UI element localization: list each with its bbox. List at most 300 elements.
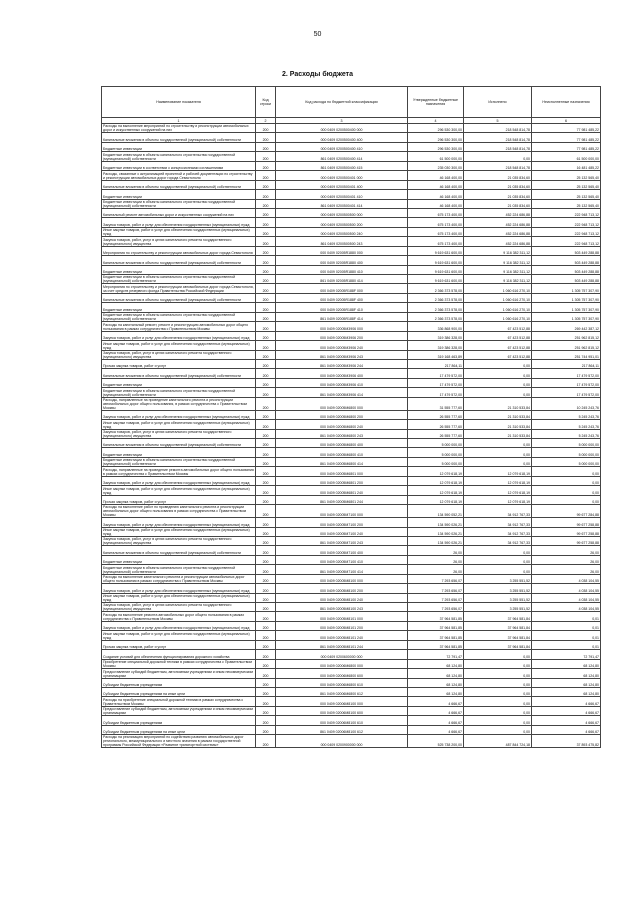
executed-amount-cell: 34 912 767,33 [464, 505, 532, 518]
table-row [102, 527, 601, 536]
executed-amount-cell: 9 116 382 311,12 [464, 256, 532, 265]
column-number: 2 [256, 118, 276, 124]
table-row [102, 378, 601, 387]
line-code-cell: 200 [256, 725, 276, 734]
classification-code-cell: 861 0409 02005M8101 244 [276, 640, 408, 649]
executed-amount-cell: 34 912 767,33 [464, 536, 532, 545]
line-code-cell: 200 [256, 378, 276, 387]
line-code-cell: 200 [256, 574, 276, 583]
executed-amount-cell: 37 964 581,84 [464, 612, 532, 621]
approved-amount-cell: 675 173 400,00 [408, 218, 464, 227]
indicator-name-cell: Закупка товаров, работ и услуг для обеспечения государственных (муниципальных) нужд [102, 410, 256, 419]
table-row [102, 410, 601, 419]
approved-amount-cell: 26,00 [408, 555, 464, 564]
unexecuted-amount-cell: 503 449 288,88 [532, 256, 601, 265]
unexecuted-amount-cell: 77 981 485,22 [532, 142, 601, 151]
approved-amount-cell: 17 479 572,00 [408, 378, 464, 387]
approved-amount-cell: 26 555 777,60 [408, 429, 464, 438]
executed-amount-cell: 37 964 581,84 [464, 621, 532, 630]
unexecuted-amount-cell: 4 666,67 [532, 725, 601, 734]
line-code-cell: 200 [256, 190, 276, 199]
classification-code-cell: 000 0409 02005M6801 000 [276, 467, 408, 476]
unexecuted-amount-cell: 4 038 104,55 [532, 593, 601, 602]
table-row [102, 133, 601, 142]
unexecuted-amount-cell: 1 305 757 307,90 [532, 312, 601, 321]
classification-code-cell: 000 0409 02005R188F 410 [276, 303, 408, 312]
classification-code-cell: 000 0409 02005R188F 400 [276, 293, 408, 302]
indicator-name-cell: Приобретение специальной дорожной техники в рамках сотрудничества с Правительством Москвы [102, 659, 256, 668]
unexecuted-amount-cell: 222 948 713,12 [532, 218, 601, 227]
table-header-row [102, 87, 601, 118]
line-code-cell: 200 [256, 555, 276, 564]
approved-amount-cell: 4 666,67 [408, 725, 464, 734]
approved-amount-cell: 4 666,67 [408, 697, 464, 706]
table-row [102, 265, 601, 274]
indicator-name-cell: Бюджетные инвестиции в соответствии с концессионными соглашениями [102, 161, 256, 170]
unexecuted-amount-cell: 99 677 284,88 [532, 505, 601, 518]
line-code-cell: 200 [256, 640, 276, 649]
unexecuted-amount-cell: 5 245 243,76 [532, 410, 601, 419]
executed-amount-cell: 0,00 [464, 555, 532, 564]
unexecuted-amount-cell: 222 948 713,12 [532, 208, 601, 217]
table-row [102, 208, 601, 217]
indicator-name-cell: Бюджетные инвестиции [102, 378, 256, 387]
table-row [102, 322, 601, 331]
table-row [102, 669, 601, 678]
line-code-cell: 200 [256, 527, 276, 536]
table-row [102, 697, 601, 706]
classification-code-cell: 000 0409 02005M6800 410 [276, 448, 408, 457]
indicator-name-cell: Бюджетные инвестиции [102, 303, 256, 312]
classification-code-cell: 000 0409 02005M8101 200 [276, 621, 408, 630]
indicator-name-cell: Мероприятия по строительству и реконструкции автомобильных дорог города Севастополя [102, 246, 256, 255]
executed-amount-cell: 67 423 512,88 [464, 322, 532, 331]
approved-amount-cell: 675 173 400,00 [408, 237, 464, 246]
line-code-cell: 200 [256, 486, 276, 495]
indicator-name-cell: Бюджетные инвестиции в объекты капитального строительства государственной (муниципальной) собственности [102, 275, 256, 284]
table-row [102, 565, 601, 574]
approved-amount-cell: 5 000 000,00 [408, 439, 464, 448]
unexecuted-amount-cell: 4 666,67 [532, 706, 601, 715]
table-row [102, 678, 601, 687]
classification-code-cell: 000 0409 02005M3906 400 [276, 369, 408, 378]
unexecuted-amount-cell: 0,00 [532, 495, 601, 504]
classification-code-cell: 000 0409 02005M3906 240 [276, 341, 408, 350]
unexecuted-amount-cell: 5 000 000,00 [532, 439, 601, 448]
classification-code-cell: 861 0409 02006M8100 612 [276, 725, 408, 734]
indicator-name-cell: Капитальный ремонт автомобильных дорог и искусственных сооружений на них [102, 208, 256, 217]
classification-code-cell: 000 0409 02005M6800 400 [276, 439, 408, 448]
unexecuted-amount-cell: 251 962 815,12 [532, 331, 601, 340]
executed-amount-cell: 0,00 [464, 678, 532, 687]
executed-amount-cell: 1 060 616 270,10 [464, 303, 532, 312]
indicator-name-cell: Бюджетные инвестиции [102, 142, 256, 151]
classification-code-cell: 000 0409 02005M8100 240 [276, 593, 408, 602]
classification-code-cell: 000 0409 02006M8100 610 [276, 716, 408, 725]
unexecuted-amount-cell: 503 449 288,88 [532, 246, 601, 255]
classification-code-cell: 861 0409 02005M3906 243 [276, 350, 408, 359]
unexecuted-amount-cell: 5 245 243,76 [532, 420, 601, 429]
unexecuted-amount-cell: 222 948 713,12 [532, 237, 601, 246]
unexecuted-amount-cell: 68 124,80 [532, 687, 601, 696]
unexecuted-amount-cell: 68 124,80 [532, 669, 601, 678]
executed-amount-cell: 0,00 [464, 697, 532, 706]
line-code-cell: 200 [256, 341, 276, 350]
classification-code-cell: 000 0409 02005M3906 200 [276, 331, 408, 340]
column-number: 1 [102, 118, 256, 124]
executed-amount-cell: 3 255 551,52 [464, 603, 532, 612]
indicator-name-cell: Бюджетные инвестиции в объекты капитального строительства государственной (муниципальной) собственности [102, 388, 256, 397]
table-row [102, 293, 601, 302]
classification-code-cell: 000 0409 02005M6800 240 [276, 420, 408, 429]
approved-amount-cell: 7 293 656,07 [408, 584, 464, 593]
header-cell: Неисполненные назначения [532, 87, 601, 118]
executed-amount-cell: 12 079 618,19 [464, 486, 532, 495]
table-row [102, 448, 601, 457]
classification-code-cell: 000 0409 02005M8100 200 [276, 584, 408, 593]
executed-amount-cell: 218 548 814,78 [464, 142, 532, 151]
line-code-cell: 200 [256, 388, 276, 397]
approved-amount-cell: 7 293 656,07 [408, 593, 464, 602]
indicator-name-cell: Закупка товаров, работ, услуг в целях капитального ремонта государственного (муниципального) имущества [102, 350, 256, 359]
unexecuted-amount-cell: 77 981 485,22 [532, 124, 601, 133]
unexecuted-amount-cell: 5 245 243,76 [532, 429, 601, 438]
approved-amount-cell: 4 666,67 [408, 706, 464, 715]
approved-amount-cell: 37 964 581,85 [408, 640, 464, 649]
classification-code-cell: 861 0409 02005M3906 244 [276, 359, 408, 368]
classification-code-cell: 861 0409 02006M6800 612 [276, 687, 408, 696]
approved-amount-cell: 525 738 200,00 [408, 735, 464, 748]
table-row [102, 369, 601, 378]
executed-amount-cell: 0,00 [464, 706, 532, 715]
indicator-name-cell: Бюджетные инвестиции [102, 190, 256, 199]
approved-amount-cell: 5 000 000,00 [408, 457, 464, 466]
table-row [102, 467, 601, 476]
approved-amount-cell: 134 590 026,21 [408, 536, 464, 545]
unexecuted-amount-cell: 68 124,80 [532, 678, 601, 687]
table-row [102, 457, 601, 466]
table-row [102, 218, 601, 227]
line-code-cell: 200 [256, 218, 276, 227]
approved-amount-cell: 319 386 328,00 [408, 331, 464, 340]
unexecuted-amount-cell: 99 677 258,88 [532, 527, 601, 536]
indicator-name-cell: Закупка товаров, работ, услуг в целях капитального ремонта государственного (муниципального) имущества [102, 603, 256, 612]
line-code-cell: 200 [256, 275, 276, 284]
indicator-name-cell: Мероприятия по строительству и реконструкции автомобильных дорог города Севастополя, за счет средств резервного фонда Правительства Российской Федерации [103, 284, 254, 293]
classification-code-cell: 861 0409 02005M6801 244 [276, 495, 408, 504]
table-row [102, 546, 601, 555]
executed-amount-cell: 0,00 [464, 457, 532, 466]
unexecuted-amount-cell: 99 677 258,88 [532, 518, 601, 527]
executed-amount-cell: 0,00 [464, 546, 532, 555]
table-row [102, 359, 601, 368]
executed-amount-cell: 67 423 512,88 [464, 331, 532, 340]
classification-code-cell: 000 0409 0200500500 000 [276, 208, 408, 217]
line-code-cell: 200 [256, 256, 276, 265]
executed-amount-cell: 21 035 834,60 [464, 199, 532, 208]
unexecuted-amount-cell: 0,01 [532, 612, 601, 621]
classification-code-cell: 000 0409 0200500401 000 [276, 171, 408, 180]
table-row [102, 584, 601, 593]
table-row [102, 476, 601, 485]
approved-amount-cell: 46 168 400,00 [408, 180, 464, 189]
unexecuted-amount-cell: 0,01 [532, 631, 601, 640]
line-code-cell: 200 [256, 697, 276, 706]
approved-amount-cell: 7 293 656,07 [408, 574, 464, 583]
classification-code-cell: 000 0409 02005M7100 410 [276, 555, 408, 564]
line-code-cell: 200 [256, 227, 276, 236]
indicator-name-cell: Создание условий для обеспечения функционирования дорожного хозяйства [102, 650, 256, 659]
unexecuted-amount-cell: 222 948 713,12 [532, 227, 601, 236]
indicator-name-cell: Капитальные вложения в объекты государственной (муниципальной) собственности [102, 546, 256, 555]
classification-code-cell: 000 0409 02006M8100 600 [276, 706, 408, 715]
classification-code-cell: 861 0409 0200500500 243 [276, 237, 408, 246]
classification-code-cell: 000 0409 0200500400 000 [276, 124, 408, 133]
table-row [102, 246, 601, 255]
table-row [102, 331, 601, 340]
line-code-cell: 200 [256, 612, 276, 621]
classification-code-cell: 000 0409 02005M8100 000 [276, 574, 408, 583]
indicator-name-cell: Иные закупки товаров, работ и услуг для обеспечения государственных (муниципальных) нужд [102, 486, 256, 495]
executed-amount-cell: 9 116 382 311,12 [464, 275, 532, 284]
approved-amount-cell: 235 030 300,00 [408, 161, 464, 170]
executed-amount-cell: 12 079 618,19 [464, 467, 532, 476]
classification-code-cell: 861 0409 02005R1880 414 [276, 275, 408, 284]
approved-amount-cell: 46 168 400,00 [408, 199, 464, 208]
executed-amount-cell: 0,00 [464, 388, 532, 397]
executed-amount-cell: 0,00 [464, 725, 532, 734]
line-code-cell: 200 [256, 359, 276, 368]
approved-amount-cell: 296 530 300,00 [408, 142, 464, 151]
line-code-cell: 200 [256, 152, 276, 161]
indicator-name-cell: Прочая закупка товаров, работ и услуг [102, 359, 256, 368]
executed-amount-cell: 0,00 [464, 359, 532, 368]
executed-amount-cell: 9 116 382 311,12 [464, 265, 532, 274]
column-number: 5 [464, 118, 532, 124]
executed-amount-cell: 452 224 686,88 [464, 227, 532, 236]
executed-amount-cell: 21 035 834,60 [464, 171, 532, 180]
executed-amount-cell: 0,00 [464, 659, 532, 668]
executed-amount-cell: 37 964 581,84 [464, 640, 532, 649]
executed-amount-cell: 67 423 512,88 [464, 350, 532, 359]
unexecuted-amount-cell: 25 132 565,40 [532, 171, 601, 180]
classification-code-cell: 000 0409 02005M8101 000 [276, 612, 408, 621]
indicator-name-cell: Капитальные вложения в объекты государственной (муниципальной) собственности [102, 369, 256, 378]
approved-amount-cell: 68 124,80 [408, 678, 464, 687]
approved-amount-cell: 37 964 581,85 [408, 612, 464, 621]
executed-amount-cell: 3 255 551,52 [464, 584, 532, 593]
executed-amount-cell: 452 224 686,88 [464, 237, 532, 246]
executed-amount-cell: 67 423 512,88 [464, 341, 532, 350]
table-body [102, 124, 601, 748]
unexecuted-amount-cell: 1 305 757 307,90 [532, 303, 601, 312]
indicator-name-cell: Расходы на капитальный ремонт, ремонт и реконструкцию автомобильных дорог общего пользования в рамках сотрудничества с Правительством Москвы [102, 322, 256, 331]
table-row [102, 227, 601, 236]
executed-amount-cell: 0,00 [464, 650, 532, 659]
approved-amount-cell: 134 590 052,21 [408, 505, 464, 518]
table-row [102, 631, 601, 640]
indicator-name-cell: Расходы, связанные с актуализацией проектной и рабочей документации по строительству и реконструкции автомобильных дорог города Севастополя [102, 171, 256, 180]
classification-code-cell: 861 0409 02005M6800 414 [276, 457, 408, 466]
approved-amount-cell: 2 366 373 578,00 [408, 312, 464, 321]
table-row [102, 555, 601, 564]
approved-amount-cell: 319 386 328,00 [408, 341, 464, 350]
classification-code-cell: 861 0409 02005R188F 414 [276, 312, 408, 321]
indicator-name-cell: Бюджетные инвестиции в объекты капитального строительства государственной (муниципальной) собственности [102, 457, 256, 466]
classification-code-cell: 000 0409 02005R188F 000 [276, 284, 408, 293]
approved-amount-cell: 46 168 400,00 [408, 171, 464, 180]
indicator-name-cell: Субсидии бюджетным учреждениям [102, 716, 256, 725]
section-title: 2. Расходы бюджета [282, 71, 353, 78]
approved-amount-cell: 9 619 631 600,00 [408, 275, 464, 284]
classification-code-cell: 000 0409 0200500401 410 [276, 190, 408, 199]
line-code-cell: 200 [256, 133, 276, 142]
approved-amount-cell: 4 666,67 [408, 716, 464, 725]
line-code-cell: 200 [256, 208, 276, 217]
line-code-cell: 200 [256, 716, 276, 725]
classification-code-cell: 861 0409 02005M7100 243 [276, 536, 408, 545]
line-code-cell: 200 [256, 631, 276, 640]
table-row [102, 429, 601, 438]
indicator-name-cell: Закупка товаров, работ, услуг в целях капитального ремонта государственного (муниципального) имущества [102, 536, 256, 545]
classification-code-cell: 000 0409 02005M8101 240 [276, 631, 408, 640]
approved-amount-cell: 17 479 572,00 [408, 388, 464, 397]
indicator-name-cell: Капитальные вложения в объекты государственной (муниципальной) собственности [102, 180, 256, 189]
approved-amount-cell: 46 168 400,00 [408, 190, 464, 199]
executed-amount-cell: 0,00 [464, 378, 532, 387]
table-row [102, 312, 601, 321]
line-code-cell: 200 [256, 322, 276, 331]
classification-code-cell: 000 0409 02006M8100 000 [276, 697, 408, 706]
approved-amount-cell: 37 964 581,85 [408, 631, 464, 640]
table-row [102, 716, 601, 725]
indicator-name-cell: Капитальные вложения в объекты государственной (муниципальной) собственности [102, 293, 256, 302]
classification-code-cell: 861 0409 0200500400 414 [276, 152, 408, 161]
header-cell: Исполнено [464, 87, 532, 118]
approved-amount-cell: 68 124,80 [408, 669, 464, 678]
table-row [102, 124, 601, 133]
indicator-name-cell: Расходы на реализацию мероприятий по содействию развитию автомобильных дорог регионального, межмуниципального и местного значения в рамках государственной программы Российской Федерации «Развитие транспортной системы» [102, 735, 256, 748]
column-number: 3 [276, 118, 408, 124]
unexecuted-amount-cell: 4 666,67 [532, 697, 601, 706]
classification-code-cell: 000 0409 02005M7100 400 [276, 546, 408, 555]
unexecuted-amount-cell: 4 666,67 [532, 716, 601, 725]
line-code-cell: 200 [256, 180, 276, 189]
table-row [102, 199, 601, 208]
line-code-cell: 200 [256, 303, 276, 312]
page-number: 50 [313, 31, 322, 38]
executed-amount-cell: 21 035 834,60 [464, 180, 532, 189]
approved-amount-cell: 296 530 300,00 [408, 124, 464, 133]
classification-code-cell: 000 0409 02005M7100 200 [276, 518, 408, 527]
unexecuted-amount-cell: 25 132 565,40 [532, 199, 601, 208]
line-code-cell: 200 [256, 669, 276, 678]
executed-amount-cell: 0,00 [464, 369, 532, 378]
executed-amount-cell: 0,00 [464, 439, 532, 448]
line-code-cell: 200 [256, 410, 276, 419]
table-row [102, 612, 601, 621]
table-row [102, 486, 601, 495]
classification-code-cell: 861 0409 0200500400 415 [276, 161, 408, 170]
unexecuted-amount-cell: 251 962 815,12 [532, 341, 601, 350]
approved-amount-cell: 134 590 026,21 [408, 527, 464, 536]
line-code-cell: 200 [256, 621, 276, 630]
line-code-cell: 200 [256, 265, 276, 274]
indicator-name-cell: Бюджетные инвестиции [102, 265, 256, 274]
unexecuted-amount-cell: 0,00 [532, 486, 601, 495]
line-code-cell: 200 [256, 429, 276, 438]
executed-amount-cell: 1 060 616 270,10 [464, 312, 532, 321]
table-row [102, 650, 601, 659]
executed-amount-cell: 0,00 [464, 716, 532, 725]
approved-amount-cell: 72 791,47 [408, 650, 464, 659]
indicator-name-cell: Расходы на выполнение ремонта автомобильных дорог общего пользования в рамках сотрудничества с Правительством Москвы [102, 612, 256, 621]
indicator-name-cell: Расходы на выполнение мероприятий по строительству и реконструкции автомобильных дорог и искусственных сооружений на них [102, 124, 256, 133]
indicator-name-cell: Расходы, направленные на проведение капитального ремонта и реконструкции автомобильных дорог общего пользования, в рамках сотрудничества с Правительством Москвы [102, 397, 256, 410]
table-row [102, 640, 601, 649]
indicator-name-cell: Капитальные вложения в объекты государственной (муниципальной) собственности [102, 133, 256, 142]
indicator-name-cell: Закупка товаров, работ и услуг для обеспечения государственных (муниципальных) нужд [102, 621, 256, 630]
table-row [102, 256, 601, 265]
approved-amount-cell: 26,00 [408, 565, 464, 574]
line-code-cell: 200 [256, 124, 276, 133]
executed-amount-cell: 0,00 [464, 669, 532, 678]
unexecuted-amount-cell: 251 744 951,01 [532, 350, 601, 359]
executed-amount-cell: 1 060 616 270,10 [464, 284, 532, 293]
approved-amount-cell: 12 079 618,19 [408, 486, 464, 495]
indicator-name-cell: Иные закупки товаров, работ и услуг для обеспечения государственных (муниципальных) нужд [102, 227, 256, 236]
indicator-name-cell: Иные закупки товаров, работ и услуг для обеспечения государственных (муниципальных) нужд [102, 631, 256, 640]
indicator-name-cell: Предоставление субсидий бюджетным, автономным учреждениям и иным некоммерческим организациям [102, 669, 256, 678]
indicator-name-cell: Расходы на выполнение работ по проведению капитального ремонта и реконструкции автомобильных дорог общего пользования в рамках сотрудничества с Правительством Москвы [102, 505, 256, 518]
classification-code-cell: 861 0409 02005M6800 243 [276, 429, 408, 438]
line-code-cell: 200 [256, 142, 276, 151]
indicator-name-cell: Субсидии бюджетным учреждениям [102, 678, 256, 687]
line-code-cell: 200 [256, 199, 276, 208]
classification-code-cell: 000 0409 0200600000 000 [276, 650, 408, 659]
classification-code-cell: 000 0409 02005M6800 000 [276, 397, 408, 410]
line-code-cell: 200 [256, 536, 276, 545]
classification-code-cell: 000 0409 0200500400 410 [276, 142, 408, 151]
indicator-name-cell: Бюджетные инвестиции [102, 555, 256, 564]
indicator-name-cell: Расходы на приобретение специальной дорожной техники в рамках сотрудничества с Правительством Москвы [102, 697, 256, 706]
unexecuted-amount-cell: 17 479 572,00 [532, 378, 601, 387]
table-row [102, 171, 601, 180]
classification-code-cell: 000 0409 02005R1880 400 [276, 256, 408, 265]
line-code-cell: 200 [256, 546, 276, 555]
classification-code-cell: 000 0409 02005R1880 410 [276, 265, 408, 274]
unexecuted-amount-cell: 0,00 [532, 476, 601, 485]
executed-amount-cell: 21 310 533,84 [464, 410, 532, 419]
line-code-cell: 200 [256, 518, 276, 527]
indicator-name-cell: Закупка товаров, работ и услуг для обеспечения государственных (муниципальных) нужд [102, 331, 256, 340]
unexecuted-amount-cell: 37 893 475,82 [532, 735, 601, 748]
table-row [102, 735, 601, 748]
indicator-name-cell: Расходы, направленные на проведение ремонта автомобильных дорог общего пользования в рамках сотрудничества с Правительством Москвы [103, 467, 254, 476]
executed-amount-cell: 21 035 834,60 [464, 190, 532, 199]
table-row [102, 706, 601, 715]
line-code-cell: 200 [256, 706, 276, 715]
approved-amount-cell: 2 366 373 578,00 [408, 293, 464, 302]
approved-amount-cell: 217 864,11 [408, 359, 464, 368]
approved-amount-cell: 26,00 [408, 546, 464, 555]
executed-amount-cell: 12 079 618,19 [464, 476, 532, 485]
table-row [102, 275, 601, 284]
approved-amount-cell: 675 173 400,00 [408, 208, 464, 217]
table-row [102, 495, 601, 504]
indicator-name-cell: Бюджетные инвестиции в объекты капитального строительства государственной (муниципальной) собственности [102, 152, 256, 161]
executed-amount-cell: 12 079 618,19 [464, 495, 532, 504]
